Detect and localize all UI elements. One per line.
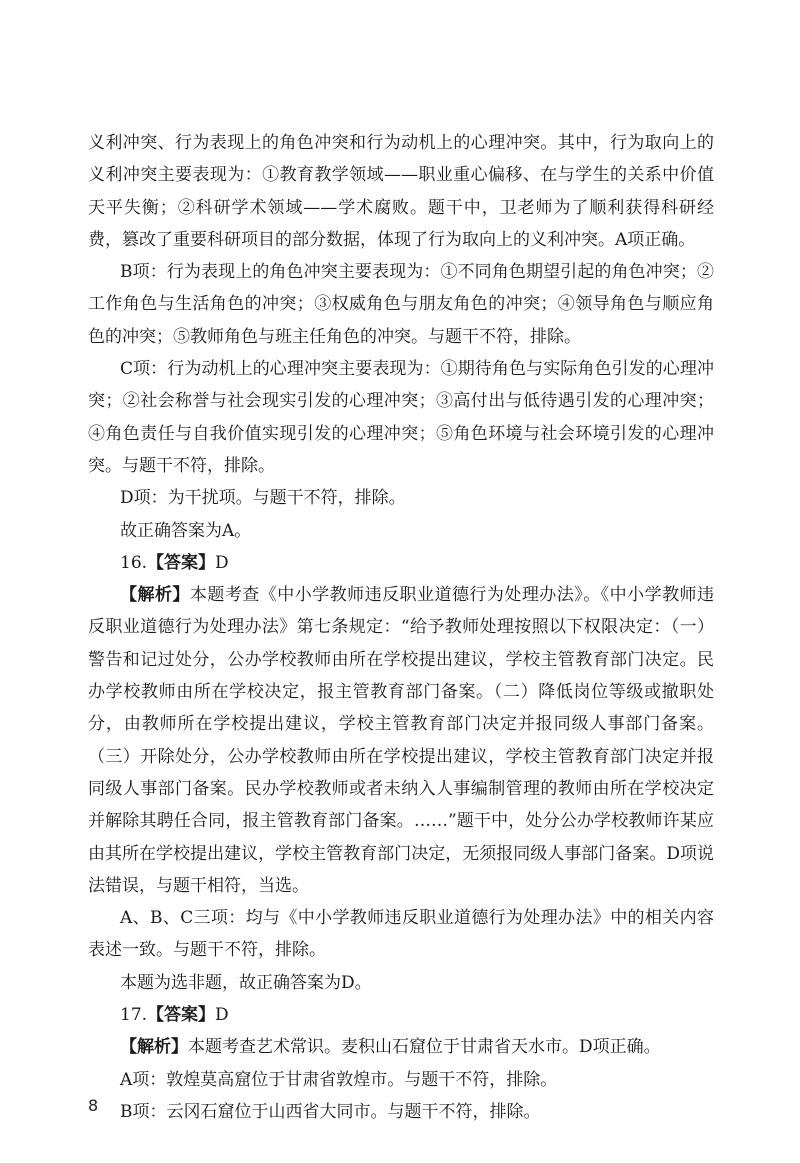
paragraph-option-b-17: B项：云冈石窟位于山西省大同市。与题干不符，排除。 <box>120 1101 541 1122</box>
answer-line-17 <box>88 999 714 1031</box>
page-number: 8 <box>88 1096 99 1115</box>
answer-value: D <box>215 552 229 573</box>
paragraph-option-d: D项：为干扰项。与题干不符，排除。 <box>120 488 406 509</box>
answer-line-16 <box>88 547 714 579</box>
analysis-text: 本题考查《中小学教师违反职业道德行为处理办法》。《中小学教师违反职业道德行为处理办法》第七条规定：“给予教师处理按照以下权限决定：（一）警告和记过处分，公办学校教师由所在学校提出建议，学校主管教育部门决定。民办学校教师由所在学校决定，报主管教育部门备案。（二）降低岗位等级或撤职处分，由教师所在学校提出建议，学校主管教育部门决定并报同级人事部门备案。（三）开除处分，公办学校教师由所在学校提出建议，学校主管教育部门决定并报同级人事部门备案。民办学校教师或者未纳入人事编制管理的教师由所在学校决定并解除其聘任合同，报主管教育部门备案。……”题干中，处分公办学校教师许某应由其所在学校提出建议，学校主管教育部门决定，无须报同级人事部门备案。D项说法错误，与题干相符，当选。 <box>88 585 715 896</box>
answer-label: 【答案】 <box>147 552 216 573</box>
page-content <box>88 127 714 1128</box>
analysis-label: 【解析】 <box>120 1037 188 1058</box>
question-number: 17. <box>120 1005 148 1026</box>
analysis-text: 本题考查艺术常识。麦积山石窟位于甘肃省天水市。D项正确。 <box>188 1037 661 1058</box>
analysis-17 <box>88 1031 714 1063</box>
paragraph-answer-conclusion: 故正确答案为A。 <box>120 520 252 541</box>
paragraph-option-c: C项：行为动机上的心理冲突主要表现为：①期待角色与实际角色引发的心理冲突；②社会称誉与社会现实引发的心理冲突；③高付出与低待遇引发的心理冲突；④角色责任与自我价值实现引发的心理冲突；⑤角色环境与社会环境引发的心理冲突。与题干不符，排除。 <box>88 359 714 476</box>
analysis-16 <box>88 579 714 902</box>
paragraph-1: 义利冲突、行为表现上的角色冲突和行为动机上的心理冲突。其中，行为取向上的义利冲突主要表现为：①教育教学领域——职业重心偏移、在与学生的关系中价值天平失衡；②科研学术领域——学术腐败。题干中，卫老师为了顺利获得科研经费，篡改了重要科研项目的部分数据，体现了行为取向上的义利冲突。A项正确。 <box>88 133 714 250</box>
paragraph-option-a-17: A项：敦煌莫高窟位于甘肃省敦煌市。与题干不符，排除。 <box>120 1069 558 1090</box>
paragraph-options-abc: A、B、C三项：均与《中小学教师违反职业道德行为处理办法》中的相关内容表述一致。与题干不符，排除。 <box>88 908 714 961</box>
analysis-label: 【解析】 <box>120 585 190 606</box>
answer-value: D <box>215 1005 229 1026</box>
paragraph-option-b: B项：行为表现上的角色冲突主要表现为：①不同角色期望引起的角色冲突；②工作角色与生活角色的冲突；③权威角色与朋友角色的冲突；④领导角色与顺应角色的冲突；⑤教师角色与班主任角色的冲突。与题干不符，排除。 <box>88 262 714 347</box>
question-number: 16. <box>120 552 148 573</box>
answer-label: 【答案】 <box>147 1005 216 1026</box>
paragraph-answer-conclusion-16: 本题为选非题，故正确答案为D。 <box>120 972 372 993</box>
